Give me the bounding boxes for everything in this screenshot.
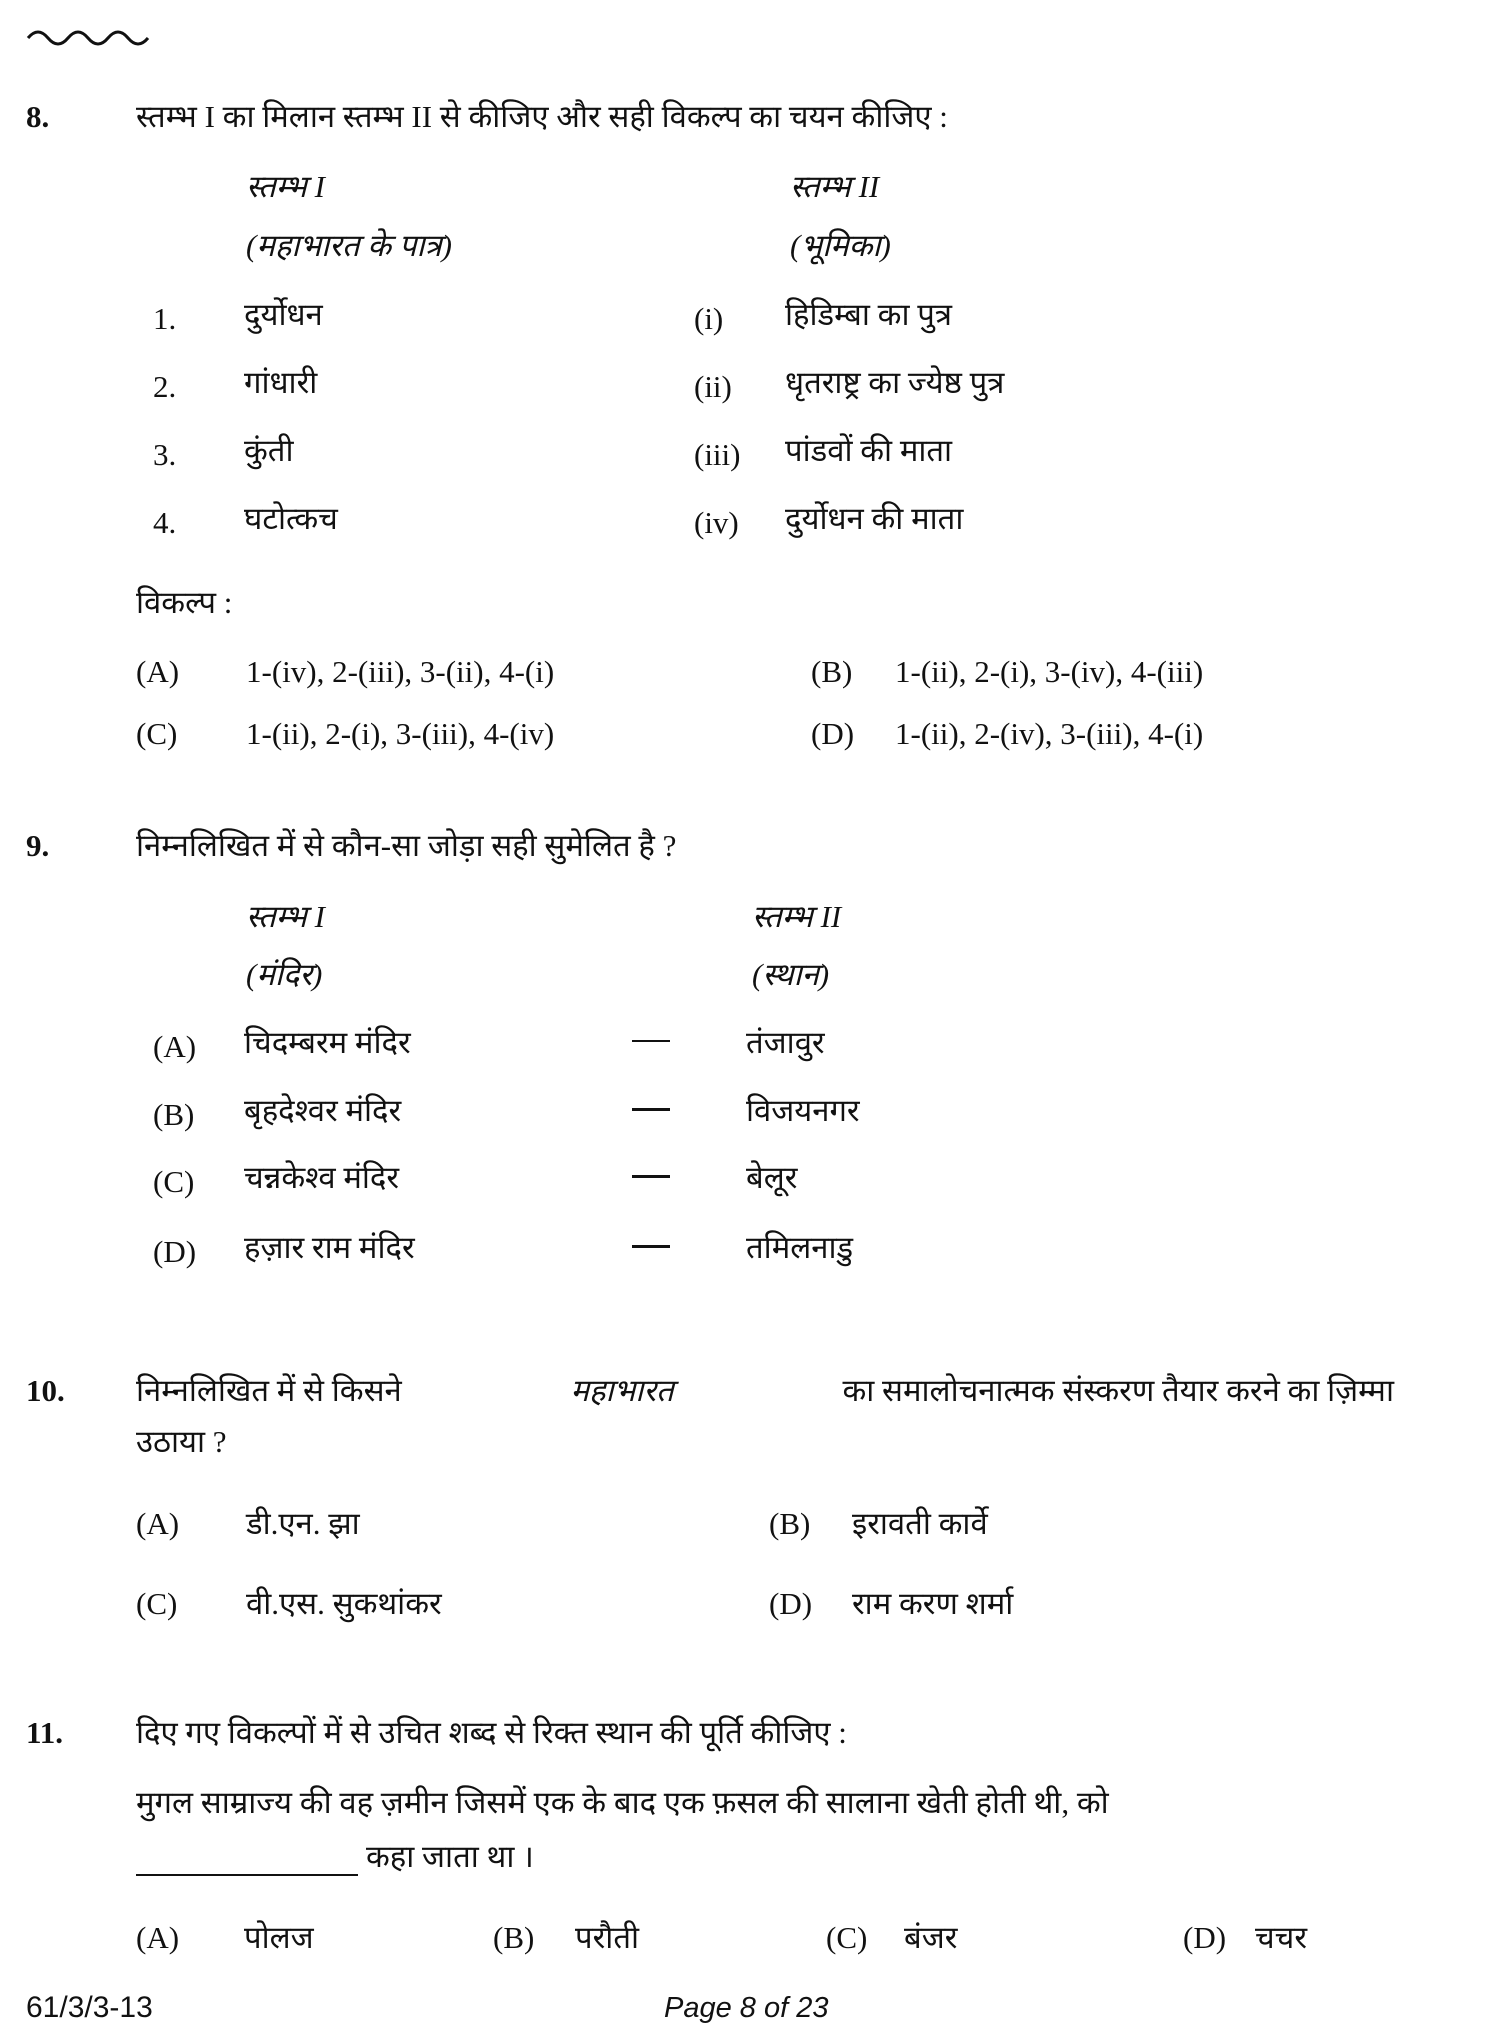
question-line-3 bbox=[136, 1838, 534, 1876]
temple-name: हज़ार राम मंदिर bbox=[244, 1230, 415, 1265]
option-text: वी.एस. सुकथांकर bbox=[246, 1586, 442, 1621]
option-key: (C) bbox=[826, 1920, 868, 1955]
option-text: परौती bbox=[575, 1920, 640, 1955]
options-label: विकल्प : bbox=[136, 585, 233, 620]
question-number: 10. bbox=[26, 1373, 65, 1408]
option-text: चचर bbox=[1255, 1920, 1308, 1955]
temple-name: चिदम्बरम मंदिर bbox=[244, 1025, 411, 1060]
question-number: 11. bbox=[26, 1715, 64, 1750]
column-1-title: स्तम्भ I bbox=[246, 169, 325, 204]
column-1-subtitle: (मंदिर) bbox=[246, 957, 323, 992]
question-text-part: का समालोचनात्मक संस्करण तैयार करने का ज़िम्मा bbox=[842, 1373, 1394, 1408]
temple-place: तंजावुर bbox=[746, 1025, 825, 1060]
option-key: (D) bbox=[153, 1234, 197, 1269]
option-key: (C) bbox=[136, 1586, 178, 1621]
option-text: बंजर bbox=[904, 1920, 958, 1955]
row-right: हिडिम्बा का पुत्र bbox=[785, 297, 952, 332]
question-number: 8. bbox=[26, 99, 50, 134]
option-key: (B) bbox=[493, 1920, 535, 1955]
question-text-italic: महाभारत bbox=[570, 1373, 674, 1408]
row-number: 4. bbox=[153, 505, 177, 540]
question-text-line-2: उठाया ? bbox=[136, 1424, 227, 1459]
temple-name: बृहदेश्वर मंदिर bbox=[244, 1093, 402, 1128]
column-2-subtitle: (स्थान) bbox=[752, 957, 830, 992]
row-right: दुर्योधन की माता bbox=[785, 501, 964, 536]
option-key: (D) bbox=[1183, 1920, 1227, 1955]
row-roman: (iii) bbox=[694, 437, 741, 472]
temple-place: विजयनगर bbox=[746, 1093, 860, 1128]
option-key: (B) bbox=[769, 1506, 811, 1541]
question-text-part: निम्नलिखित में से किसने bbox=[136, 1373, 402, 1408]
row-right: पांडवों की माता bbox=[785, 433, 953, 468]
row-number: 2. bbox=[153, 369, 177, 404]
question-line-3-text: कहा जाता था । bbox=[366, 1839, 534, 1874]
option-key: (C) bbox=[136, 716, 178, 751]
option-key: (B) bbox=[811, 654, 853, 689]
option-text: इरावती कार्वे bbox=[852, 1506, 988, 1541]
wave-mark-icon bbox=[26, 24, 156, 54]
option-key: (A) bbox=[136, 1920, 180, 1955]
column-1-subtitle: (महाभारत के पात्र) bbox=[246, 228, 452, 263]
temple-name: चन्नकेश्व मंदिर bbox=[244, 1160, 400, 1195]
question-text bbox=[136, 1372, 1394, 1410]
dash bbox=[632, 1245, 670, 1248]
row-roman: (i) bbox=[694, 301, 724, 336]
row-left: कुंती bbox=[244, 433, 294, 468]
option-text: डी.एन. झा bbox=[246, 1506, 360, 1541]
question-number: 9. bbox=[26, 828, 50, 863]
column-2-title: स्तम्भ II bbox=[752, 899, 842, 934]
row-right: धृतराष्ट्र का ज्येष्ठ पुत्र bbox=[785, 365, 1005, 400]
dash bbox=[632, 1040, 670, 1042]
row-left: दुर्योधन bbox=[244, 297, 323, 332]
column-2-subtitle: (भूमिका) bbox=[790, 228, 891, 263]
dash bbox=[632, 1175, 670, 1178]
option-key: (D) bbox=[811, 716, 855, 751]
fill-in-blank bbox=[136, 1846, 358, 1876]
temple-place: बेलूर bbox=[746, 1160, 798, 1195]
option-text: 1-(ii), 2-(i), 3-(iv), 4-(iii) bbox=[895, 654, 1204, 689]
option-text: 1-(iv), 2-(iii), 3-(ii), 4-(i) bbox=[246, 654, 555, 689]
question-text: निम्नलिखित में से कौन-सा जोड़ा सही सुमेलित है ? bbox=[136, 828, 677, 863]
page-number: Page 8 of 23 bbox=[664, 1992, 829, 2024]
option-key: (D) bbox=[769, 1586, 813, 1621]
question-text: दिए गए विकल्पों में से उचित शब्द से रिक्त स्थान की पूर्ति कीजिए : bbox=[136, 1715, 847, 1750]
option-key: (C) bbox=[153, 1164, 195, 1199]
question-line-2: मुगल साम्राज्य की वह ज़मीन जिसमें एक के बाद एक फ़सल की सालाना खेती होती थी, को bbox=[136, 1785, 1109, 1820]
temple-place: तमिलनाडु bbox=[746, 1230, 854, 1265]
column-2-title: स्तम्भ II bbox=[790, 169, 880, 204]
option-text: 1-(ii), 2-(iv), 3-(iii), 4-(i) bbox=[895, 716, 1204, 751]
row-left: गांधारी bbox=[244, 365, 318, 400]
row-roman: (iv) bbox=[694, 505, 739, 540]
option-key: (B) bbox=[153, 1097, 195, 1132]
row-roman: (ii) bbox=[694, 369, 732, 404]
dash bbox=[632, 1108, 670, 1111]
row-left: घटोत्कच bbox=[244, 501, 338, 536]
option-text: पोलज bbox=[244, 1920, 314, 1955]
paper-code: 61/3/3-13 bbox=[26, 1991, 153, 2024]
option-text: 1-(ii), 2-(i), 3-(iii), 4-(iv) bbox=[246, 716, 555, 751]
option-key: (A) bbox=[136, 654, 180, 689]
option-key: (A) bbox=[136, 1506, 180, 1541]
question-text: स्तम्भ I का मिलान स्तम्भ II से कीजिए और सही विकल्प का चयन कीजिए : bbox=[136, 99, 948, 134]
row-number: 1. bbox=[153, 301, 177, 336]
row-number: 3. bbox=[153, 437, 177, 472]
column-1-title: स्तम्भ I bbox=[246, 899, 325, 934]
option-text: राम करण शर्मा bbox=[852, 1586, 1014, 1621]
option-key: (A) bbox=[153, 1029, 197, 1064]
